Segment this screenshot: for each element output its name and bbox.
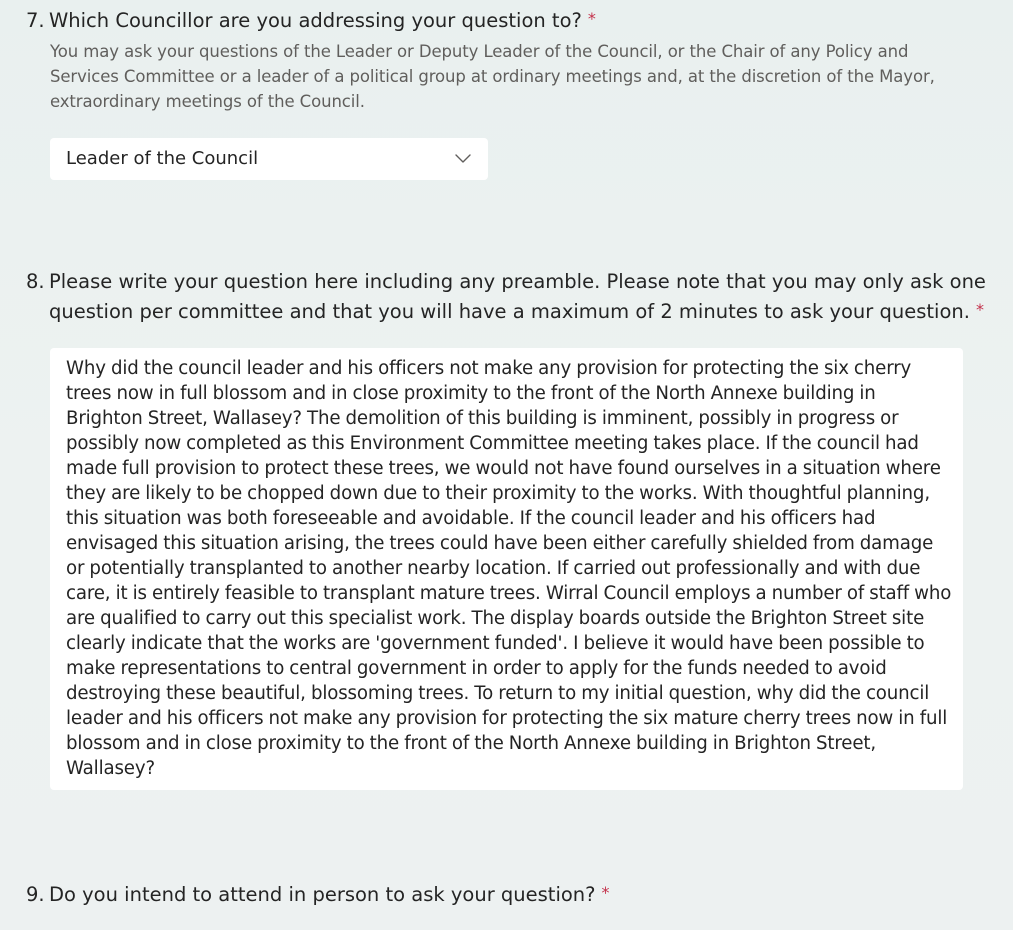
- question-8-title-line1: Please write your question here including any preamble. Please note that you may only ask one: [49, 270, 986, 293]
- question-8-title: [26, 268, 986, 296]
- question-9-number: 9.: [26, 883, 45, 906]
- required-mark: *: [601, 883, 610, 902]
- question-7-title-text: Which Councillor are you addressing your question to?: [49, 9, 582, 32]
- question-8-title-line2: question per committee and that you will have a maximum of 2 minutes to ask your question.: [49, 300, 970, 323]
- question-8-title-line2-wrap: [49, 296, 984, 326]
- question-7-title: [26, 5, 596, 35]
- question-8-number: 8.: [26, 270, 45, 293]
- question-7-number: 7.: [26, 9, 45, 32]
- question-9-title: [26, 879, 610, 909]
- question-7-subtitle: You may ask your questions of the Leader or Deputy Leader of the Council, or the Chair of any Policy and Services Committee or a leader of a political group at ordinary meetings and, at the discretion of the Mayor, extraordinary meetings of the Council.: [50, 42, 935, 111]
- question-9-title-text: Do you intend to attend in person to ask your question?: [49, 883, 596, 906]
- councillor-select[interactable]: [50, 138, 488, 180]
- councillor-select-value: Leader of the Council: [66, 148, 259, 169]
- required-mark: *: [975, 300, 984, 319]
- chevron-down-icon[interactable]: [454, 150, 472, 168]
- required-mark: *: [587, 9, 596, 28]
- question-answer-textarea[interactable]: [50, 348, 963, 790]
- question-answer-text[interactable]: Why did the council leader and his officers not make any provision for protecting the six cherry trees now in full blossom and in close proximity to the front of the North Annexe building in Brighton Street, Wallasey? The demolition of this building is imminent, possibly in progress or possibly now completed as this Environment Committee meeting takes place. If the council had made full provision to protect these trees, we would not have found ourselves in a situation where they are likely to be chopped down due to their proximity to the works. With thoughtful planning, this situation was both foreseeable and avoidable. If the council leader and his officers had envisaged this situation arising, the trees could have been either carefully shielded from damage or potentially transplanted to another nearby location. If carried out professionally and with due care, it is entirely feasible to transplant mature trees. Wirral Council employs a number of staff who are qualified to carry out this specialist work. The display boards outside the Brighton Street site clearly indicate that the works are 'government funded'. I believe it would have been possible to make representations to central government in order to apply for the funds needed to avoid destroying these beautiful, blossoming trees. To return to my initial question, why did the council leader and his officers not make any provision for protecting the six mature cherry trees now in full blossom and in close proximity to the front of the North Annexe building in Brighton Street, Wallasey?: [66, 358, 952, 779]
